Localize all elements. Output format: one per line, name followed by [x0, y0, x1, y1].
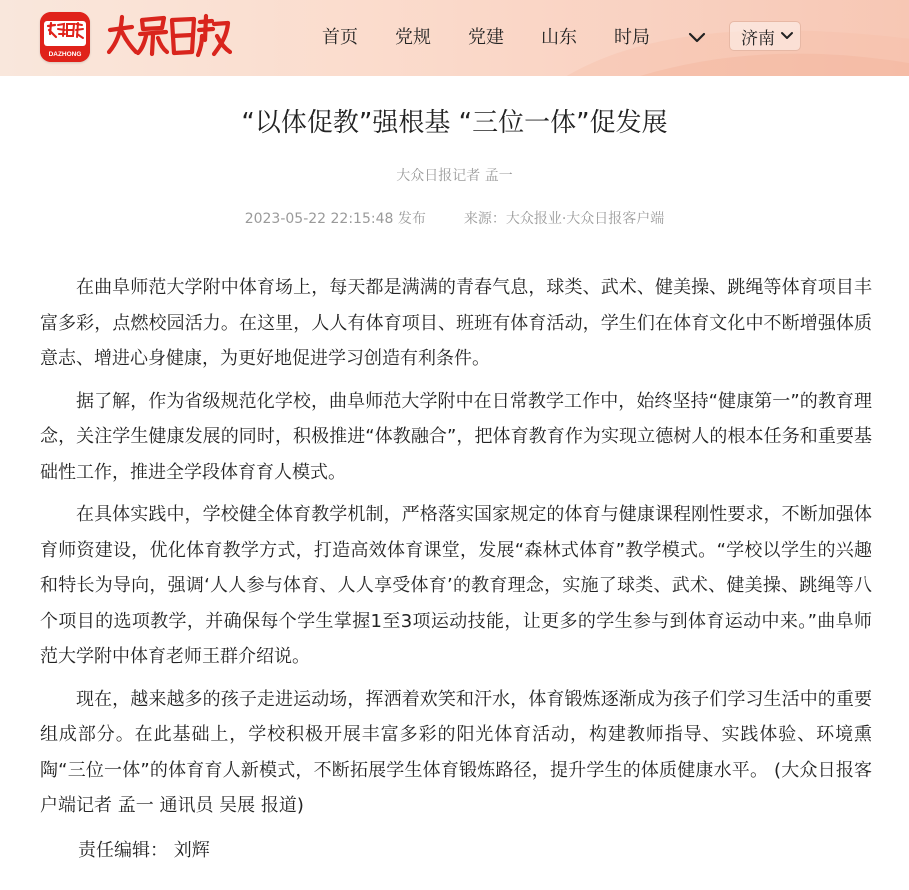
city-select[interactable]: [729, 21, 801, 51]
nav-item-home[interactable]: 首页: [322, 27, 358, 48]
nav-more-button[interactable]: [687, 24, 707, 52]
app-logo-graphic: [40, 12, 90, 62]
article-paragraph: 在具体实践中，学校健全体育教学机制，严格落实国家规定的体育与健康课程刚性要求，不断加强体育师资建设，优化体育教学方式，打造高效体育课堂，发展“森林式体育”教学模式。“学校以学生的兴趣和特长为导向，强调‘人人参与体育、人人享受体育’的教育理念，实施了球类、武术、健美操、跳绳等八个项目的选项教学，并确保每个学生掌握1至3项运动技能，让更多的学生参与到体育运动中来。”曲阜师范大学附中体育老师王群介绍说。: [40, 504, 872, 667]
nav-item-party-rules[interactable]: 党规: [395, 27, 431, 48]
nav-item-current-affairs[interactable]: 时局: [614, 27, 650, 48]
svg-text:DAZHONG: DAZHONG: [48, 51, 82, 58]
publish-time: 2023-05-22 22:15:48 发布: [244, 211, 426, 227]
nav-item-shandong[interactable]: 山东: [541, 27, 577, 48]
dazhong-ribao-logo[interactable]: [106, 12, 232, 62]
chevron-down-icon: [688, 32, 706, 44]
nav-item-party-building[interactable]: 党建: [468, 27, 504, 48]
article-source: 来源：大众报业·大众日报客户端: [463, 211, 665, 227]
article-author: 大众日报记者 孟一: [396, 168, 513, 184]
article-title: “以体促教”强根基 “三位一体”促发展: [241, 108, 668, 138]
site-header: [0, 0, 909, 76]
article-paragraph: 在曲阜师范大学附中体育场上，每天都是满满的青春气息，球类、武术、健美操、跳绳等体育项目丰富多彩，点燃校园活力。在这里，人人有体育项目、班班有体育活动，学生们在体育文化中不断增强体质意志、增进心身健康，为更好地促进学习创造有利条件。: [40, 277, 872, 369]
dazhong-app-icon[interactable]: [40, 12, 90, 62]
article-paragraph: 现在，越来越多的孩子走进运动场，挥洒着欢笑和汗水，体育锻炼逐渐成为孩子们学习生活中的重要组成部分。在此基础上，学校积极开展丰富多彩的阳光体育活动，构建教师指导、实践体验、环境熏陶“三位一体”的体育育人新模式，不断拓展学生体育锻炼路径，提升学生的体质健康水平。 (大众日报客户端记者 孟一 通讯员 吴展 报道): [40, 688, 872, 816]
article-paragraph: 据了解，作为省级规范化学校，曲阜师范大学附中在日常教学工作中，始终坚持“健康第一”的教育理念，关注学生健康发展的同时，积极推进“体教融合”，把体育教育作为实现立德树人的根本任务和重要基础性工作，推进全学段体育育人模式。: [40, 390, 872, 483]
article-body: [40, 270, 872, 831]
article-meta: [0, 209, 909, 229]
main-nav: [322, 24, 729, 52]
responsible-editor: 责任编辑： 刘辉: [78, 840, 210, 861]
city-select-value: 济南: [741, 28, 775, 49]
chevron-down-icon: [780, 31, 794, 41]
